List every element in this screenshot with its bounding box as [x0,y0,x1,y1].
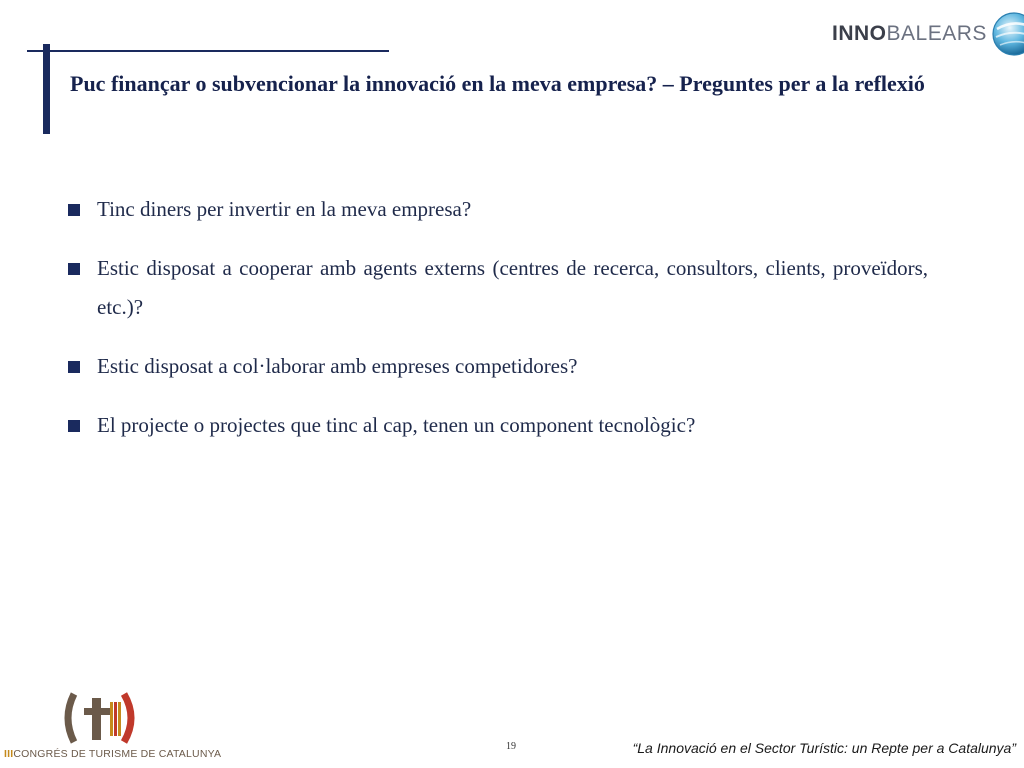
logo-suffix: BALEARS [886,22,987,45]
globe-icon [991,11,1024,57]
list-item-text: El projecte o projectes que tinc al cap, tenen un component tecnològic? [97,413,696,437]
congress-t-icon [60,690,140,746]
logo-prefix: INNO [832,22,887,45]
footer-tagline: “La Innovació en el Sector Turístic: un Repte per a Catalunya” [632,740,1016,756]
page-number: 19 [506,741,516,752]
square-bullet-icon [68,204,80,216]
list-item [68,190,928,229]
list-item-text: Estic disposat a col·laborar amb empreses competidores? [97,354,578,378]
title-accent-bar [43,44,50,134]
congress-name [4,748,221,760]
innobalears-wordmark [832,22,987,46]
congress-roman: III [4,748,14,760]
list-item [68,249,928,327]
question-list [68,190,928,465]
square-bullet-icon [68,263,80,275]
square-bullet-icon [68,420,80,432]
title-accent-line [27,50,389,52]
list-item [68,406,928,445]
list-item-text: Estic disposat a cooperar amb agents externs (centres de recerca, consultors, clients, proveïdors, etc.)? [97,256,928,319]
congress-name-text: CONGRÉS DE TURISME DE CATALUNYA [13,748,222,760]
square-bullet-icon [68,361,80,373]
list-item [68,347,928,386]
innobalears-logo [832,10,1024,58]
page-title: Puc finançar o subvencionar la innovació en la meva empresa? – Preguntes per a la reflexió [70,71,925,96]
congress-logo [0,688,222,768]
list-item-text: Tinc diners per invertir en la meva empresa? [97,197,472,221]
